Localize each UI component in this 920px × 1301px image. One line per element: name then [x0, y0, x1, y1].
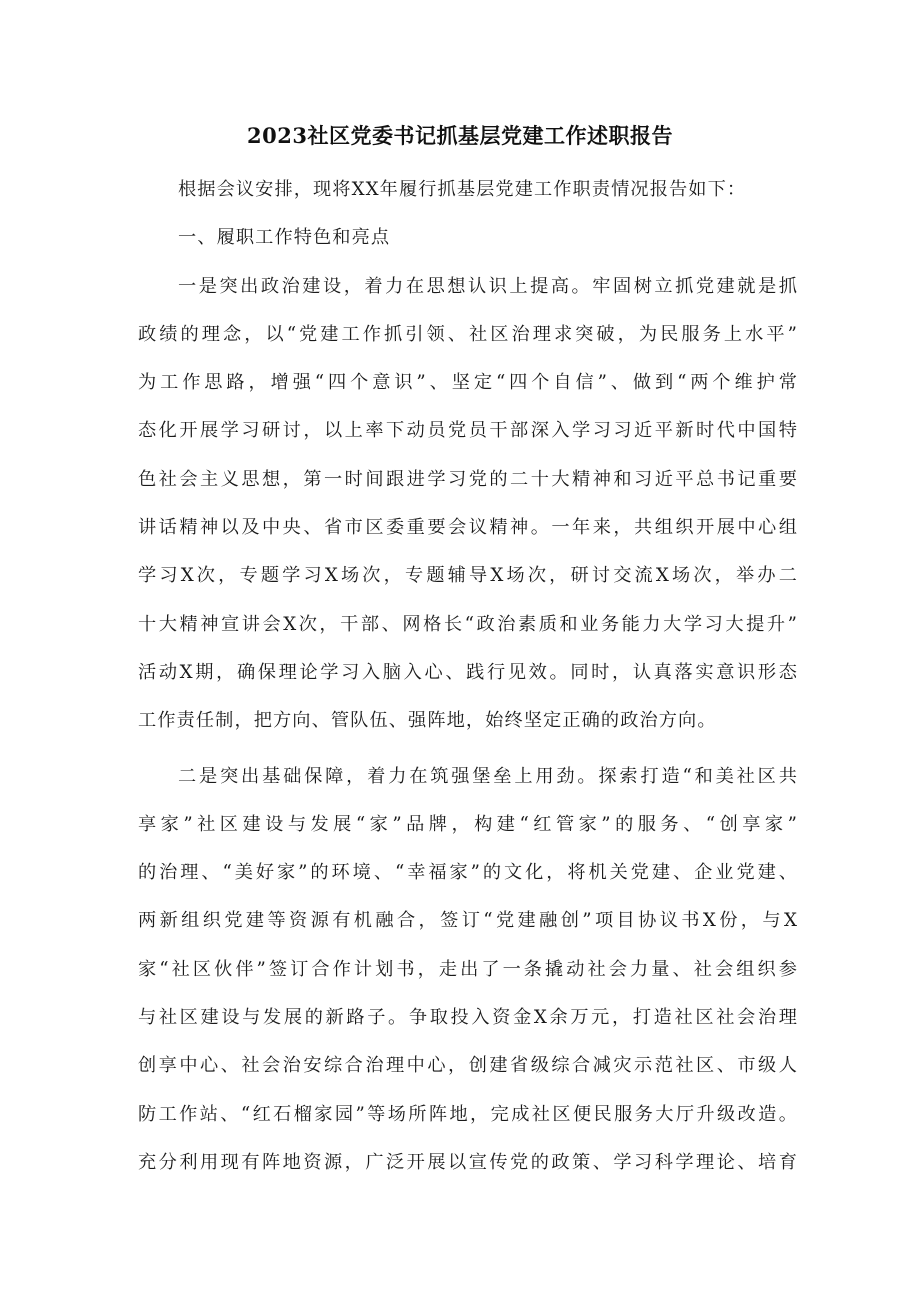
paragraph1-line: 活动X期，确保理论学习入脑入心、践行见效。同时，认真落实意识形态: [138, 661, 798, 683]
section-heading: [138, 214, 798, 262]
paragraph1-line: 色社会主义思想，第一时间跟进学习党的二十大精神和习近平总书记重要: [138, 468, 798, 490]
document-title: 2023社区党委书记抓基层党建工作述职报告: [247, 123, 673, 148]
paragraph-2: [138, 753, 798, 1188]
paragraph2-line: 与社区建设与发展的新路子。争取投入资金X余万元，打造社区社会治理: [138, 1007, 798, 1029]
paragraph1-line: 讲话精神以及中央、省市区委重要会议精神。一年来，共组织开展中心组: [138, 517, 798, 539]
paragraph1-line: 十大精神宣讲会X次，干部、网格长“政治素质和业务能力大学习大提升”: [138, 613, 798, 635]
paragraph2-line: 家“社区伙伴”签订合作计划书，走出了一条撬动社会力量、社会组织参: [138, 958, 798, 980]
paragraph2-line: 二是突出基础保障，着力在筑强堡垒上用劲。探索打造“和美社区共: [178, 765, 798, 787]
intro-paragraph: [138, 166, 798, 214]
paragraph2-line: 两新组织党建等资源有机融合，签订“党建融创”项目协议书X份，与X: [138, 910, 798, 932]
paragraph1-line: 学习X次，专题学习X场次，专题辅导X场次，研讨交流X场次，举办二: [138, 565, 798, 587]
paragraph1-line: 工作责任制，把方向、管队伍、强阵地，始终坚定正确的政治方向。: [138, 710, 717, 732]
paragraph2-line: 的治理、“美好家”的环境、“幸福家”的文化，将机关党建、企业党建、: [138, 862, 798, 884]
paragraph1-line: 一是突出政治建设，着力在思想认识上提高。牢固树立抓党建就是抓: [178, 275, 798, 297]
paragraph1-line: 政绩的理念，以“党建工作抓引领、社区治理求突破，为民服务上水平”: [138, 323, 798, 345]
paragraph-gap: [138, 746, 798, 753]
intro-line: 根据会议安排，现将XX年履行抓基层党建工作职责情况报告如下：: [178, 179, 747, 200]
paragraph1-line: 为工作思路，增强“四个意识”、坚定“四个自信”、做到“两个维护常: [138, 372, 798, 394]
paragraph-1: [138, 263, 798, 746]
paragraph2-line: 享家”社区建设与发展“家”品牌，构建“红管家”的服务、“创享家”: [138, 813, 798, 835]
paragraph2-line: 充分利用现有阵地资源，广泛开展以宣传党的政策、学习科学理论、培育: [138, 1151, 798, 1173]
document-body: [138, 166, 798, 1187]
paragraph1-line: 态化开展学习研讨，以上率下动员党员干部深入学习习近平新时代中国特: [138, 420, 798, 442]
section1-heading: 一、履职工作特色和亮点: [178, 227, 391, 249]
paragraph2-line: 防工作站、“红石榴家园”等场所阵地，完成社区便民服务大厅升级改造。: [138, 1103, 798, 1125]
paragraph2-line: 创享中心、社会治安综合治理中心，创建省级综合减灾示范社区、市级人: [138, 1055, 798, 1077]
